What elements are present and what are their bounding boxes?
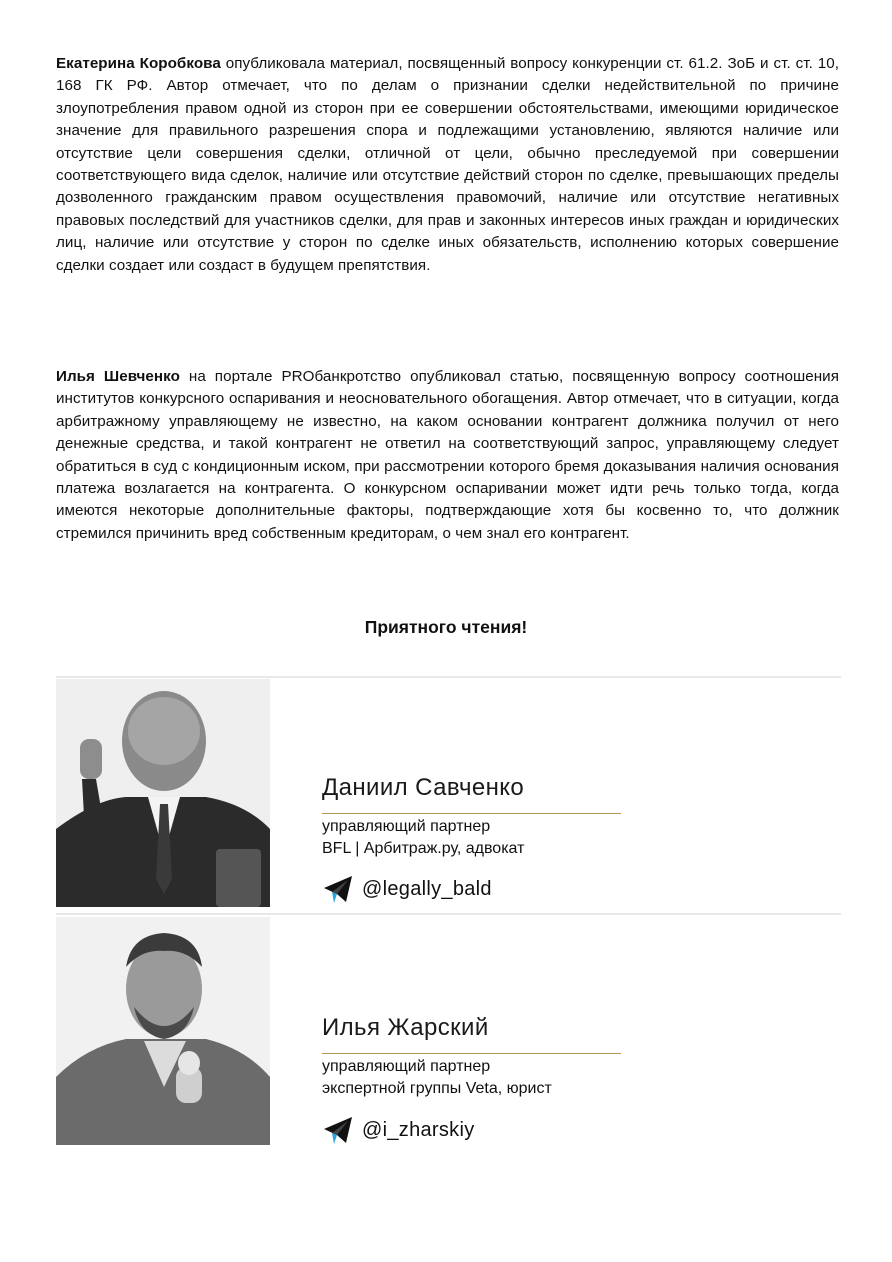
- telegram-link[interactable]: [322, 874, 492, 904]
- article-summary-shevchenko: [56, 366, 839, 545]
- telegram-icon: [322, 874, 354, 904]
- portrait-illustration: [56, 679, 270, 907]
- paragraph-text: на портале PROбанкротство опубликовал статью, посвященную вопросу соотношения институтов конкурсного оспаривания и неосновательного обогащения. Автор отмечает, что в ситуации, когда арбитражному управляющему не известно, на каком основании контрагент должника получил от него денежные средства, и такой контрагент не ответил на соответствующий запрос, управляющему следует обратиться в суд с кондиционным иском, при рассмотрении которого бремя доказывания наличия основания платежа возлагается на контрагента. О конкурсном оспаривании может идти речь только тогда, когда имеются некоторые дополнительные факторы, подтверждающие хотя бы косвенно то, что должник стремился причинить вред собственным кредиторам, о чем знал его контрагент.: [56, 368, 839, 542]
- telegram-icon: [322, 1115, 354, 1145]
- author-name: Даниил Савченко: [322, 774, 525, 801]
- author-name: Илья Жарский: [322, 1014, 489, 1041]
- telegram-link[interactable]: [322, 1115, 475, 1145]
- author-role-line1: управляющий партнер: [322, 818, 491, 835]
- portrait-illustration: [56, 917, 270, 1145]
- author-photo-savchenko: [56, 679, 270, 907]
- author-name-bold: Екатерина Коробкова: [56, 55, 221, 72]
- telegram-handle[interactable]: @legally_bald: [362, 877, 492, 900]
- name-underline: [322, 1053, 621, 1054]
- author-photo-zharskiy: [56, 917, 270, 1145]
- card-top-separator: [56, 676, 841, 678]
- telegram-handle[interactable]: @i_zharskiy: [362, 1118, 475, 1141]
- author-role-line2: экспертной группы Veta, юрист: [322, 1080, 552, 1097]
- author-role-line2: BFL | Арбитраж.ру, адвокат: [322, 840, 525, 857]
- name-underline: [322, 813, 621, 814]
- paragraph-text: опубликовала материал, посвященный вопросу конкуренции ст. 61.2. ЗоБ и ст. ст. 10, 168 ГК РФ. Автор отмечает, что по делам о признании сделки недействительной по причине злоупотребления правом одной из сторон при ее совершении обстоятельствами, имеющими юридическое значение для правильного разрешения спора и подлежащими установлению, являются наличие или отсутствие цели совершения сделки, отличной от цели, обычно преследуемой при совершении соответствующего вида сделок, наличие или отсутствие действий сторон по сделке, превышающих пределы дозволенного гражданским правом осуществления правомочий, наличие или отсутствие негативных правовых последствий для участников сделки, для прав и законных интересов иных граждан и юридических лиц, наличие или отсутствие у сторон по сделке иных обязательств, исполнению которых совершение сделки создает или создаст в будущем препятствия.: [56, 55, 839, 274]
- closing-greeting: Приятного чтения!: [364, 617, 528, 637]
- author-role-line1: управляющий партнер: [322, 1058, 491, 1075]
- article-summary-korobkova: [56, 53, 839, 277]
- card-separator: [56, 913, 841, 915]
- author-name-bold: Илья Шевченко: [56, 368, 180, 385]
